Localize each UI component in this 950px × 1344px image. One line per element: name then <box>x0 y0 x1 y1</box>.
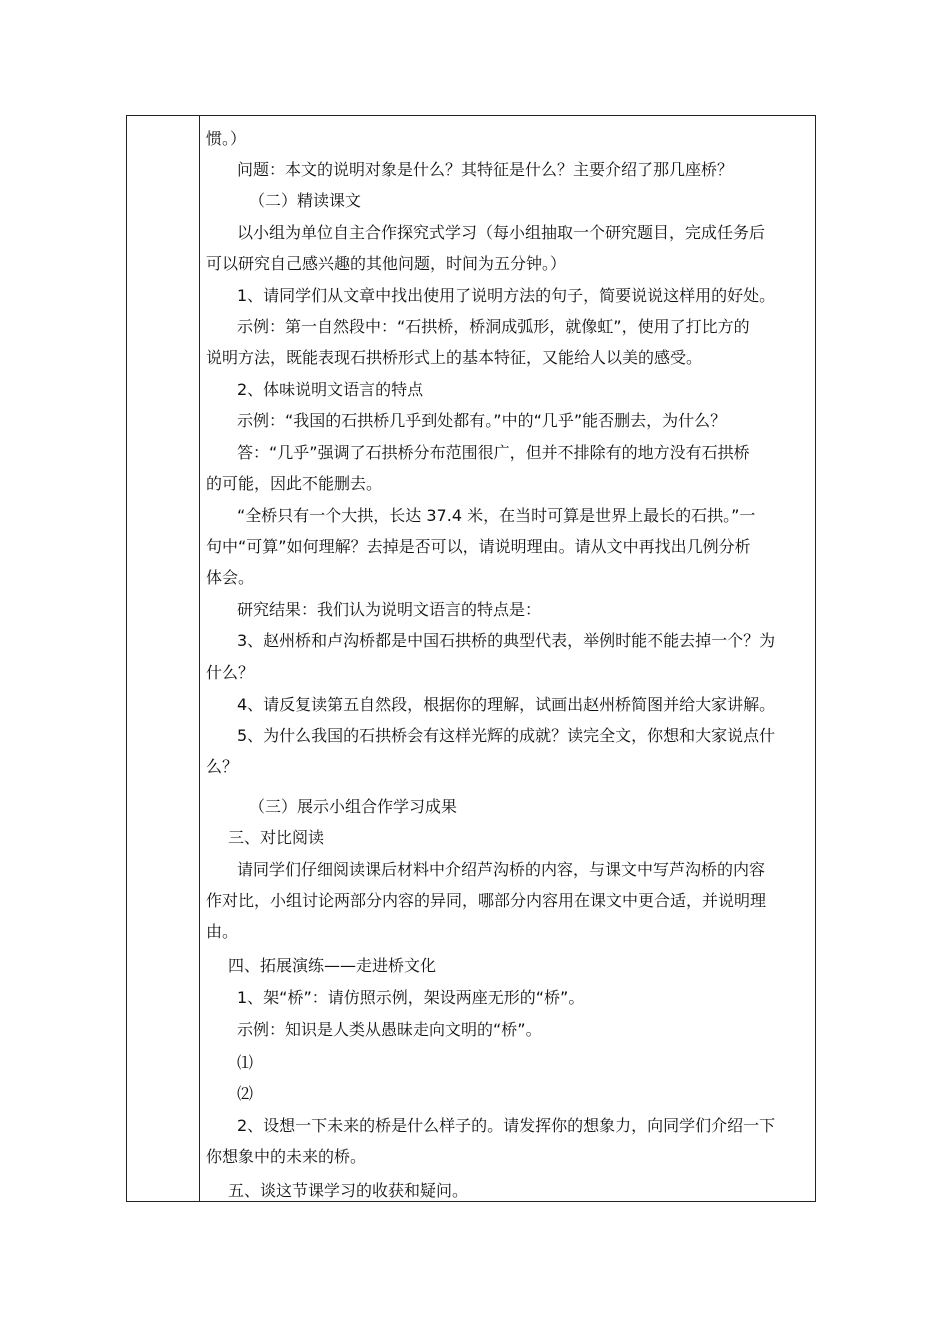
text-line: 1、请同学们从文章中找出使用了说明方法的句子，简要说说这样用的好处。 <box>237 286 776 305</box>
text-line: 句中“可算”如何理解？去掉是否可以，请说明理由。请从文中再找出几例分析 <box>206 537 751 556</box>
text-line: 3、赵州桥和卢沟桥都是中国石拱桥的典型代表，举例时能不能去掉一个？为 <box>237 631 776 650</box>
text-line: “全桥只有一个大拱，长达 37.4 米，在当时可算是世界上最长的石拱。”一 <box>237 506 756 525</box>
text-line: 4、请反复读第五自然段，根据你的理解，试画出赵州桥简图并给大家讲解。 <box>237 695 776 714</box>
text-line: 你想象中的未来的桥。 <box>206 1147 367 1166</box>
column-divider <box>199 116 200 1201</box>
text-line: 示例：“我国的石拱桥几乎到处都有。”中的“几乎”能否删去，为什么？ <box>237 411 727 430</box>
text-line: 5、为什么我国的石拱桥会有这样光辉的成就？读完全文，你想和大家说点什 <box>237 726 776 745</box>
text-line: 惯。） <box>206 129 247 148</box>
answer-blank-1: ⑴ <box>237 1053 254 1072</box>
text-line: 什么？ <box>206 663 255 682</box>
text-line: 以小组为单位自主合作探究式学习（每小组抽取一个研究题目，完成任务后 <box>237 223 766 242</box>
text-line: 答：“几乎”强调了石拱桥分布范围很广，但并不排除有的地方没有石拱桥 <box>237 443 750 462</box>
subheading-close-reading: （二）精读课文 <box>249 191 362 210</box>
text-line: 说明方法，既能表现石拱桥形式上的基本特征，又能给人以美的感受。 <box>206 348 703 367</box>
text-line: 问题：本文的说明对象是什么？其特征是什么？主要介绍了那几座桥？ <box>237 160 734 179</box>
text-line: 体会。 <box>206 568 255 587</box>
section-heading-summary: 五、谈这节课学习的收获和疑问。 <box>228 1181 469 1200</box>
text-line: 么？ <box>206 757 239 776</box>
text-line: 可以研究自己感兴趣的其他问题，时间为五分钟。） <box>206 254 567 273</box>
lesson-table <box>126 115 816 1202</box>
text-line: 研究结果：我们认为说明文语言的特点是： <box>237 600 542 619</box>
text-line: 1、架“桥”：请仿照示例，架设两座无形的“桥”。 <box>237 988 585 1007</box>
text-line: 2、体味说明文语言的特点 <box>237 380 424 399</box>
subheading-show-results: （三）展示小组合作学习成果 <box>249 797 458 816</box>
text-line: 示例：知识是人类从愚昧走向文明的“桥”。 <box>237 1020 542 1039</box>
text-line: 的可能，因此不能删去。 <box>206 474 383 493</box>
section-heading-compare-reading: 三、对比阅读 <box>228 828 325 847</box>
text-line: 由。 <box>206 922 239 941</box>
text-line: 作对比，小组讨论两部分内容的异同，哪部分内容用在课文中更合适，并说明理 <box>206 891 767 910</box>
text-line: 请同学们仔细阅读课后材料中介绍芦沟桥的内容，与课文中写芦沟桥的内容 <box>237 860 766 879</box>
answer-blank-2: ⑵ <box>237 1084 254 1103</box>
text-line: 示例：第一自然段中：“石拱桥，桥洞成弧形，就像虹”，使用了打比方的 <box>237 317 750 336</box>
section-heading-extension: 四、拓展演练——走进桥文化 <box>228 956 437 975</box>
text-line: 2、设想一下未来的桥是什么样子的。请发挥你的想象力，向同学们介绍一下 <box>237 1116 776 1135</box>
